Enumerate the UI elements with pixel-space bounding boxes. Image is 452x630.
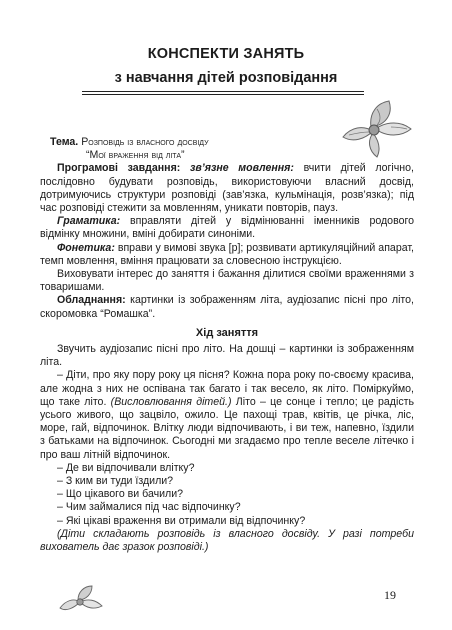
lesson-intro-paragraph: Звучить аудіозапис пісні про літо. На дошці – картинки із зображенням літа. bbox=[40, 343, 414, 369]
question-item: – Де ви відпочивали влітку? bbox=[57, 461, 195, 474]
equipment-text: картинки із зображенням літа, аудіозапис пісні про літо, скоромовка “Ромашка”. bbox=[40, 294, 414, 320]
topic-label: Тема. bbox=[50, 136, 79, 148]
question-item: – З ким ви туди їздили? bbox=[57, 475, 174, 488]
program-paragraph bbox=[40, 162, 414, 215]
program-text: вчити дітей логічно, послідовно будувати розповідь, використовуючи власний досвід, дотримуючись структури розповіді (зав’язка, кульмінація, розв’язка); під час розповіді стежити за мовленням, уникати повторів, пауз. bbox=[40, 162, 414, 215]
phonetics-paragraph bbox=[40, 242, 414, 268]
topic-quote: “Мої враження від літа” bbox=[86, 149, 185, 162]
page-number: 19 bbox=[384, 588, 396, 602]
phonetics-text: вправи у вимові звука [р]; розвивати артикуляційний апарат, темп мовлення, вміння працювати за словесною інструкцією. bbox=[40, 241, 414, 267]
page-subtitle: з навчання дітей розповідання bbox=[114, 70, 338, 86]
question-list bbox=[40, 462, 414, 528]
lesson-main-text-b: Літо – це сонце і тепло; це радість усього живого, що зацвіло, ожило. Це пахощі трав, квітів, це річка, ліс, море, гай, відпочинок. Влітку люди відпочивають, і ви теж, напевно, їздили з батьками на відпочинок. Сьогодні ми згадаємо про тепле веселе літечко і про ваш літній відпочинок. bbox=[40, 395, 414, 461]
closing-remark: (Діти складають розповідь із власного досвіду. У разі потреби вихователь дає зразок розповіді.) bbox=[40, 527, 414, 554]
topic-line-2 bbox=[40, 149, 414, 162]
lesson-plan-text bbox=[40, 136, 414, 554]
title-divider-top bbox=[82, 91, 364, 92]
page-title: КОНСПЕКТИ ЗАНЯТЬ bbox=[147, 46, 305, 62]
lesson-main-text-a: – Діти, про яку пору року ця пісня? Кожна пора року по-своєму красива, але жодна з них не оспівана так багато і так весело, як літо. Поміркуймо, що таке літо. bbox=[40, 369, 414, 408]
grammar-text: вправляти дітей у відмінюванні іменників родового відмінку множини, вміні добирати синоніми. bbox=[40, 215, 415, 241]
equipment-label: Обладнання: bbox=[57, 294, 126, 307]
lesson-main-paragraph bbox=[40, 369, 414, 461]
title-divider-bottom bbox=[82, 94, 364, 95]
program-sublabel: зв’язне мовлення: bbox=[189, 162, 294, 175]
question-item: – Які цікаві враження ви отримали від відпочинку? bbox=[57, 514, 306, 527]
question-item: – Що цікавого ви бачили? bbox=[57, 488, 184, 501]
topic-line-1 bbox=[40, 136, 414, 149]
grammar-label: Граматика: bbox=[57, 215, 121, 228]
equipment-paragraph bbox=[40, 294, 414, 320]
topic-title: Розповідь із власного досвіду bbox=[81, 136, 209, 148]
corner-ornament-icon bbox=[56, 582, 106, 616]
lesson-heading: Хід заняття bbox=[195, 326, 259, 339]
program-label: Програмові завдання: bbox=[57, 162, 181, 175]
interest-paragraph: Виховувати інтерес до заняття і бажання ділитися своїми враженнями з товаришами. bbox=[40, 268, 414, 294]
lesson-main-remark: (Висловлювання дітей.) bbox=[110, 395, 232, 408]
question-item: – Чим займалися під час відпочинку? bbox=[57, 501, 241, 514]
grammar-paragraph bbox=[40, 215, 414, 241]
phonetics-label: Фонетика: bbox=[57, 241, 115, 254]
